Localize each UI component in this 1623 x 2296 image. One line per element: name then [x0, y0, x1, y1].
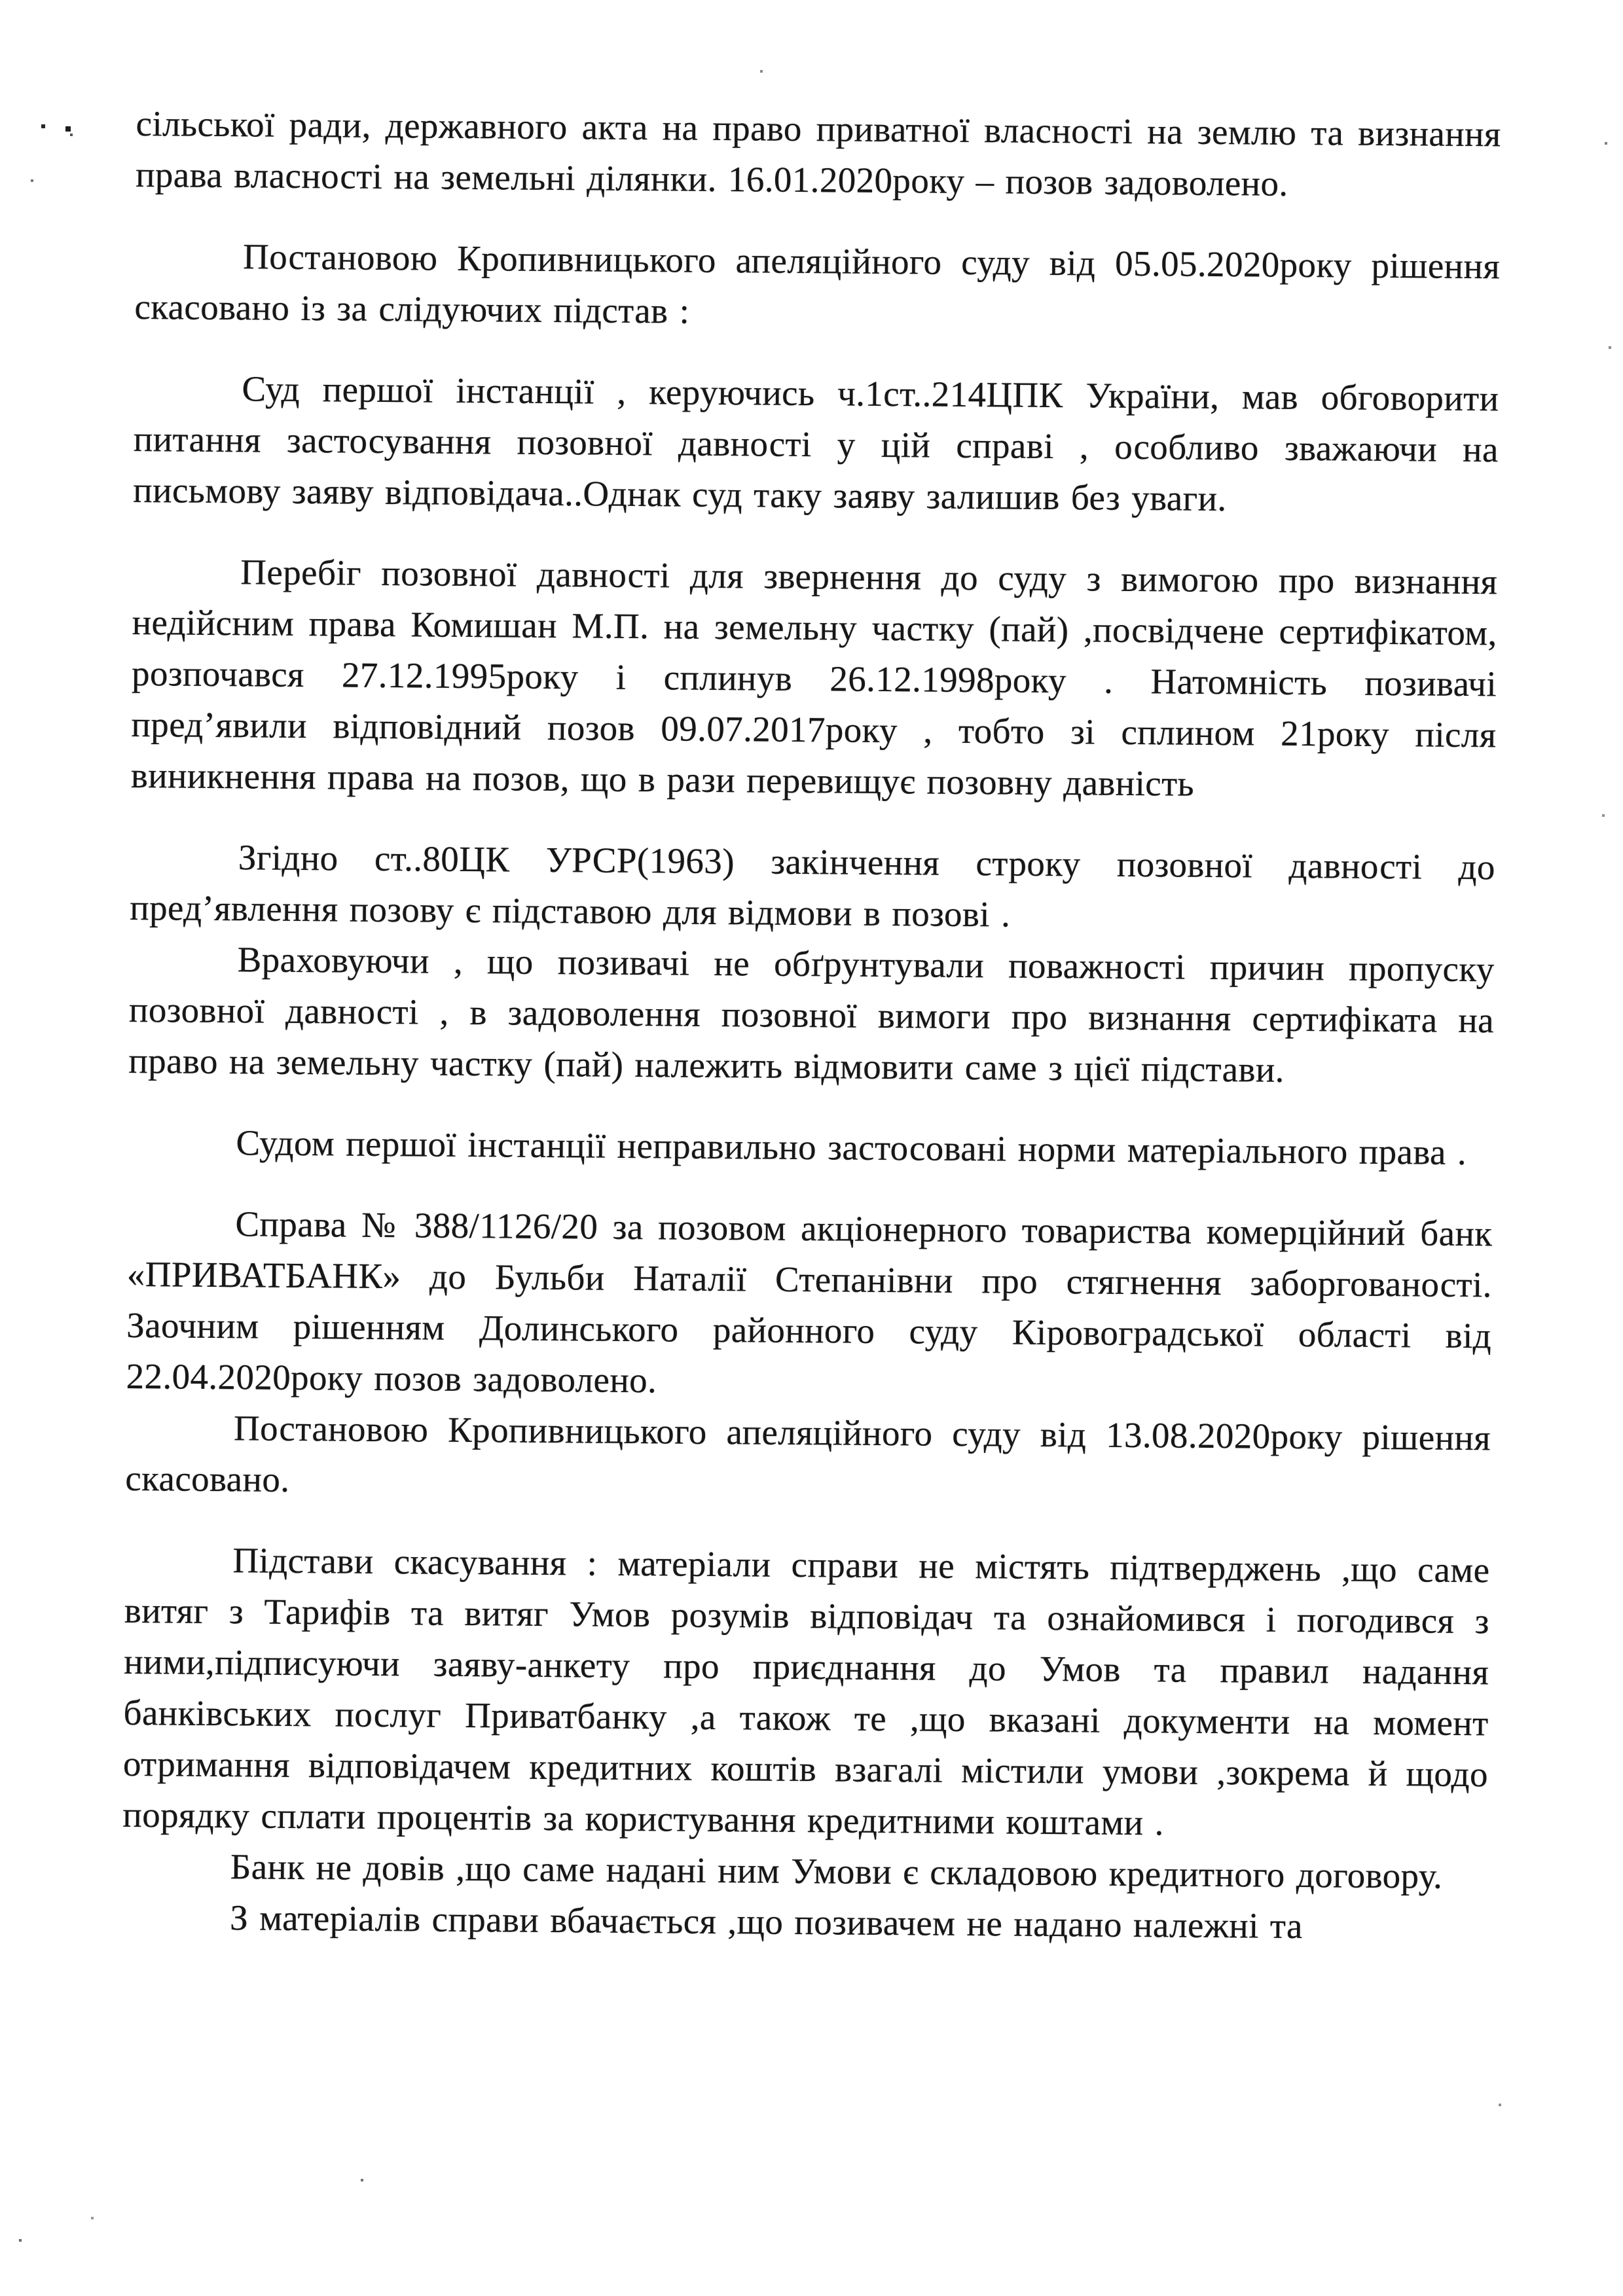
scan-noise-specks — [0, 0, 1, 1]
paragraph: Згідно ст..80ЦК УРСР(1963) закінчення строку позовної давності до пред’явлення позову є підставою для відмови в позові . — [130, 837, 1496, 935]
paragraph: сільської ради, державного акта на право приватної власності на землю та визнання права власності на земельні ділянки. 16.01.2020року – позов задоволено. — [135, 103, 1501, 204]
paragraph: Постановою Кропивницького апеляційного суду від 13.08.2020року рішення скасовано. — [125, 1408, 1491, 1499]
paragraph: Банк не довів ,що саме надані ним Умови є складовою кредитного договору. — [230, 1846, 1443, 1896]
paragraph: Судом першої інстанції неправильно застосовані норми матеріального права . — [236, 1122, 1467, 1173]
paragraph: Справа № 388/1126/20 за позовом акціонерного товариства комерційний банк «ПРИВАТБАНК» до Бульби Наталії Степанівни про стягнення заборгованості. Заочним рішенням Долинського районного суду Кіровоградської області від 22.04.2020року позов задоволено. — [126, 1204, 1493, 1401]
paragraph: Перебіг позовної давності для звернення до суду з вимогою про визнання недійсним права Комишан М.П. на земельну частку (пай) ,посвідчене сертифікатом, розпочався 27.12.1995року і сплинув 26.12.1998року . Натомність позивачі пред’явили відповідний позов 09.07.2017року , тобто зі сплином 21року після виникнення права на позов, що в рази перевищує позовну давність — [130, 552, 1498, 804]
paragraph: Підстави скасування : матеріали справи не містять підтверджень ,що саме витяг з Тарифів та витяг Умов розумів відповідач та ознайомився і погодився з ними,підписуючи заяву-анкету про приєднання до Умов та правил надання банківських послуг Приватбанку ,а також те ,що вказані документи на момент отримання відповідачем кредитних коштів взагалі містили умови ,зокрема й щодо порядку сплати процентів за користування кредитними коштами . — [122, 1540, 1490, 1843]
paragraph: Враховуючи , що позивачі не обґрунтували поважності причин пропуску позовної давності , в задоволення позовної вимоги про визнання сертифіката на право на земельну частку (пай) належить відмовити саме з цієї підстави. — [128, 939, 1495, 1090]
document-text-block — [122, 98, 1501, 1953]
paragraph: Постановою Кропивницького апеляційного суду від 05.05.2020року рішення скасовано із за слідуючих підстав : — [134, 236, 1501, 331]
paragraph: З матеріалів справи вбачається ,що позивачем не надано належні та — [229, 1897, 1304, 1946]
paragraph: Суд першої інстанції , керуючись ч.1ст..214ЦПК України, мав обговорити питання застосування позовної давності у цій справі , особливо зважаючи на письмову заяву відповідача..Однак суд таку заяву залишив без уваги. — [133, 368, 1499, 519]
